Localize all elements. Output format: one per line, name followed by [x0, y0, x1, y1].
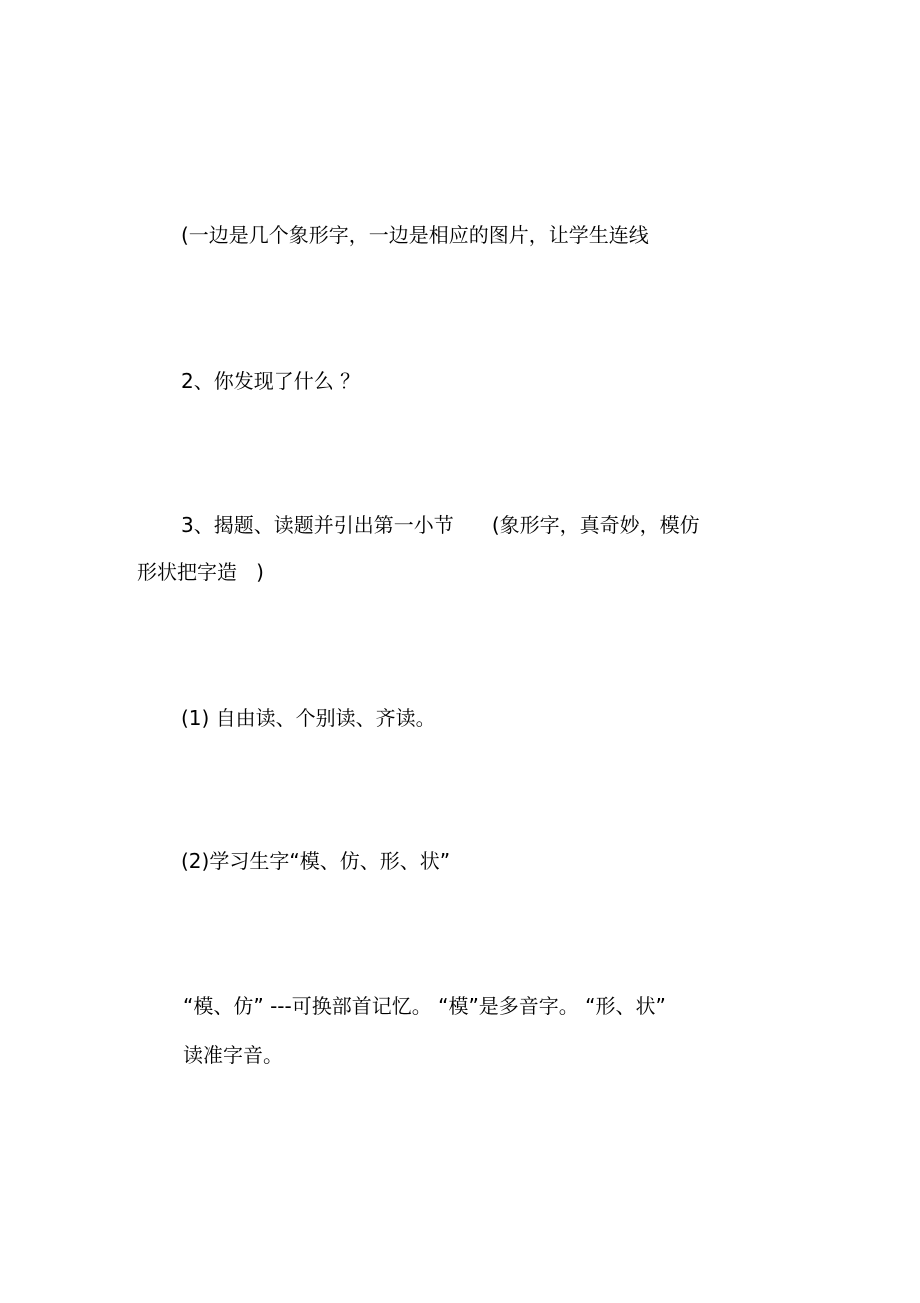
paragraph-substep-2: (2)学习生字“模、仿、形、状” — [181, 849, 451, 873]
paragraph-step-3-line-1: 3、揭题、读题并引出第一小节 (象形字，真奇妙，模仿 — [181, 513, 700, 537]
paragraph-step-3-line-2: 形状把字造 ) — [137, 560, 264, 584]
paragraph-substep-1: (1) 自由读、个别读、齐读。 — [181, 706, 436, 730]
paragraph-note-line-1: “模、仿” ---可换部首记忆。 “模”是多音字。 “形、状” — [183, 994, 666, 1018]
paragraph-note-line-2: 读准字音。 — [183, 1043, 283, 1067]
paragraph-question-2: 2、你发现了什么 ？ — [181, 369, 361, 393]
paragraph-intro-activity: (一边是几个象形字，一边是相应的图片，让学生连线 — [181, 223, 649, 247]
